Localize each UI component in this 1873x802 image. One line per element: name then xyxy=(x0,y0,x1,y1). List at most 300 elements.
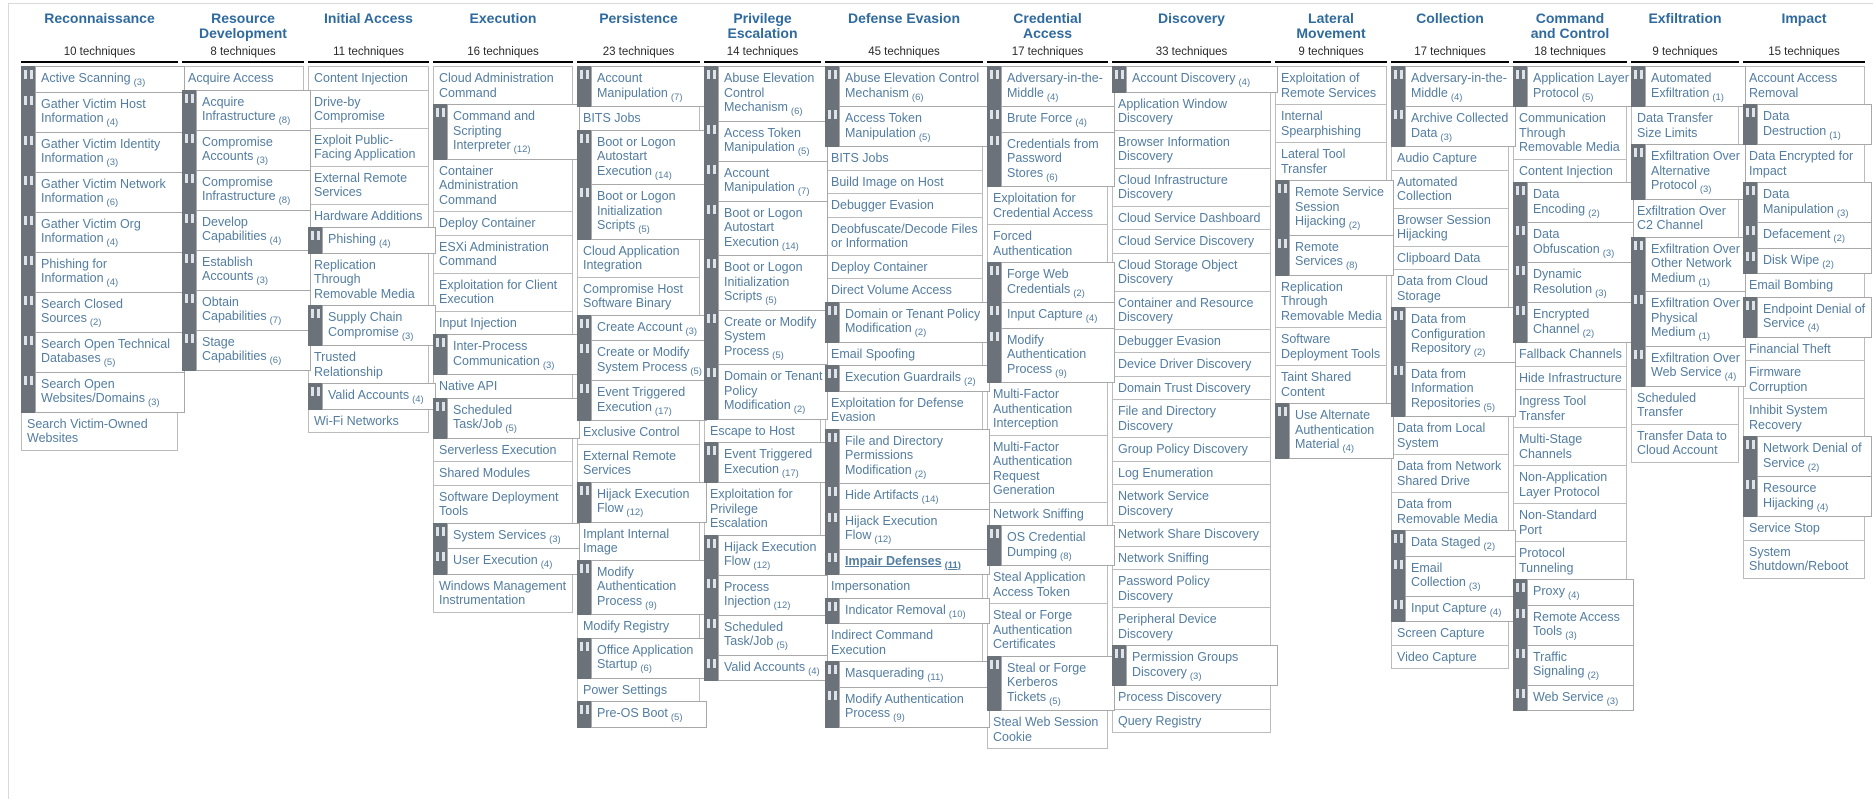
expand-subtechniques-bar[interactable] xyxy=(704,66,718,122)
expand-subtechniques-bar[interactable] xyxy=(704,535,718,576)
technique-cell[interactable] xyxy=(1513,366,1627,391)
technique-cell-body[interactable] xyxy=(1405,556,1516,597)
expand-subtechniques-bar[interactable] xyxy=(1513,222,1527,263)
expand-subtechniques-bar[interactable] xyxy=(1743,182,1757,223)
technique-cell[interactable] xyxy=(577,315,707,342)
technique-label[interactable]: Establish Accounts xyxy=(202,254,254,283)
technique-label[interactable]: Cloud Storage Object Discovery xyxy=(1118,257,1238,286)
expand-subtechniques-bar[interactable] xyxy=(1513,302,1527,343)
technique-cell-body[interactable] xyxy=(196,210,311,251)
technique-cell[interactable] xyxy=(308,204,429,229)
expand-subtechniques-bar[interactable] xyxy=(825,66,839,107)
technique-cell-body[interactable] xyxy=(35,252,185,293)
technique-label[interactable]: Network Sniffing xyxy=(1118,550,1209,565)
expand-subtechniques-bar[interactable] xyxy=(1513,685,1527,712)
technique-cell-body[interactable] xyxy=(591,701,707,728)
technique-cell[interactable] xyxy=(1112,291,1271,330)
expand-subtechniques-bar[interactable] xyxy=(825,429,839,485)
technique-label[interactable]: Domain Trust Discovery xyxy=(1118,380,1251,395)
technique-cell[interactable] xyxy=(987,328,1115,384)
technique-cell[interactable] xyxy=(21,372,185,413)
technique-label[interactable]: Data from Information Repositories xyxy=(1411,366,1481,410)
technique-cell-body[interactable] xyxy=(1527,262,1634,303)
technique-cell[interactable] xyxy=(1275,66,1387,105)
technique-label[interactable]: Impair Defenses xyxy=(845,553,942,568)
technique-label[interactable]: Remote Access Tools xyxy=(1533,609,1620,638)
technique-cell[interactable] xyxy=(1391,556,1516,597)
technique-cell[interactable] xyxy=(704,535,828,576)
technique-cell[interactable] xyxy=(1743,144,1865,183)
technique-label[interactable]: Password Policy Discovery xyxy=(1118,574,1210,603)
technique-cell[interactable] xyxy=(182,210,311,251)
technique-cell[interactable] xyxy=(1513,222,1634,263)
technique-label[interactable]: Steal Web Session Cookie xyxy=(993,715,1099,744)
technique-cell[interactable] xyxy=(1513,106,1627,160)
expand-subtechniques-bar[interactable] xyxy=(704,364,718,420)
technique-cell[interactable] xyxy=(577,678,700,703)
technique-label[interactable]: Exfiltration Over Physical Medium xyxy=(1651,296,1740,339)
technique-cell[interactable] xyxy=(987,525,1115,566)
technique-cell-body[interactable] xyxy=(718,364,828,420)
technique-label[interactable]: Debugger Evasion xyxy=(1118,333,1221,348)
expand-subtechniques-bar[interactable] xyxy=(577,340,591,381)
technique-cell[interactable] xyxy=(1513,465,1627,504)
technique-cell[interactable] xyxy=(1275,235,1394,276)
technique-cell[interactable] xyxy=(433,273,573,312)
technique-label[interactable]: Phishing xyxy=(328,232,376,246)
technique-cell-body[interactable] xyxy=(1001,132,1115,188)
expand-subtechniques-bar[interactable] xyxy=(704,310,718,366)
tactic-name[interactable]: Reconnaissance xyxy=(44,10,155,26)
expand-subtechniques-bar[interactable] xyxy=(1513,605,1527,646)
technique-label[interactable]: Endpoint Denial of Service xyxy=(1763,301,1866,330)
technique-label[interactable]: Screen Capture xyxy=(1397,626,1485,640)
technique-cell[interactable] xyxy=(1513,685,1634,712)
technique-cell[interactable] xyxy=(1391,454,1509,493)
technique-cell[interactable] xyxy=(825,278,983,303)
technique-cell[interactable] xyxy=(577,106,700,131)
technique-label[interactable]: Wi-Fi Networks xyxy=(314,413,399,428)
technique-cell[interactable] xyxy=(1112,206,1271,231)
technique-label[interactable]: Boot or Logon Initialization Scripts xyxy=(597,189,676,232)
expand-subtechniques-bar[interactable] xyxy=(1391,556,1405,597)
expand-subtechniques-bar[interactable] xyxy=(577,638,591,679)
technique-cell[interactable] xyxy=(1513,503,1627,542)
technique-cell-body[interactable] xyxy=(1289,235,1394,276)
expand-subtechniques-bar[interactable] xyxy=(987,525,1001,566)
technique-label[interactable]: Steal Application Access Token xyxy=(993,570,1086,599)
expand-subtechniques-bar[interactable] xyxy=(704,201,718,257)
technique-label[interactable]: Windows Management Instrumentation xyxy=(439,578,567,607)
technique-label[interactable]: Inter-Process Communication xyxy=(453,339,540,368)
technique-cell-body[interactable] xyxy=(1527,222,1634,263)
technique-label[interactable]: Fallback Channels xyxy=(1519,347,1622,361)
technique-label[interactable]: Use Alternate Authentication Material xyxy=(1295,408,1375,451)
technique-label[interactable]: Application Layer Protocol xyxy=(1533,71,1629,100)
technique-label[interactable]: Scheduled Task/Job xyxy=(724,619,784,648)
technique-cell-body[interactable] xyxy=(196,170,311,211)
technique-cell[interactable] xyxy=(1391,307,1516,363)
expand-subtechniques-bar[interactable] xyxy=(1631,291,1645,347)
technique-cell-body[interactable] xyxy=(1126,645,1278,686)
technique-cell[interactable] xyxy=(1391,170,1509,209)
technique-cell[interactable] xyxy=(825,509,990,550)
technique-label[interactable]: Software Deployment Tools xyxy=(439,489,559,518)
technique-cell[interactable] xyxy=(433,485,573,524)
technique-cell[interactable] xyxy=(433,159,573,213)
technique-label[interactable]: File and Directory Discovery xyxy=(1118,404,1216,433)
technique-label[interactable]: Process Discovery xyxy=(1118,690,1222,704)
technique-label[interactable]: Non-Standard Port xyxy=(1519,508,1597,537)
technique-cell-body[interactable] xyxy=(1289,403,1394,459)
expand-subtechniques-bar[interactable] xyxy=(1631,237,1645,293)
technique-cell[interactable] xyxy=(1513,605,1634,646)
expand-subtechniques-bar[interactable] xyxy=(577,482,591,523)
technique-cell[interactable] xyxy=(987,66,1115,107)
expand-subtechniques-bar[interactable] xyxy=(21,252,35,293)
technique-cell[interactable] xyxy=(704,615,828,656)
technique-cell-body[interactable] xyxy=(322,383,436,410)
technique-label[interactable]: Hijack Execution Flow xyxy=(845,513,938,542)
technique-cell[interactable] xyxy=(704,482,821,536)
technique-label[interactable]: Transfer Data to Cloud Account xyxy=(1637,428,1727,457)
technique-label[interactable]: Exploit Public-Facing Application xyxy=(314,132,416,161)
expand-subtechniques-bar[interactable] xyxy=(704,575,718,616)
technique-label[interactable]: Boot or Logon Autostart Execution xyxy=(724,205,803,249)
technique-cell[interactable] xyxy=(577,66,707,107)
expand-subtechniques-bar[interactable] xyxy=(825,509,839,550)
technique-cell-body[interactable] xyxy=(1001,66,1115,107)
technique-cell-body[interactable] xyxy=(1527,645,1634,686)
technique-label[interactable]: Domain or Tenant Policy Modification xyxy=(724,369,823,412)
technique-cell[interactable] xyxy=(1275,327,1387,366)
technique-label[interactable]: Search Open Websites/Domains xyxy=(41,376,145,405)
expand-subtechniques-bar[interactable] xyxy=(825,661,839,688)
technique-label[interactable]: System Shutdown/Reboot xyxy=(1749,544,1849,573)
technique-label[interactable]: Native API xyxy=(439,379,498,393)
technique-label[interactable]: Direct Volume Access xyxy=(831,283,952,297)
technique-cell[interactable] xyxy=(825,687,990,728)
technique-label[interactable]: Multi-Factor Authentication Interception xyxy=(993,387,1073,430)
technique-cell[interactable] xyxy=(182,330,311,371)
technique-cell-body[interactable] xyxy=(35,212,185,253)
technique-cell[interactable] xyxy=(704,66,828,122)
expand-subtechniques-bar[interactable] xyxy=(1743,297,1757,338)
technique-label[interactable]: Data from Removable Media xyxy=(1397,497,1498,526)
technique-cell[interactable] xyxy=(433,461,573,486)
technique-cell-body[interactable] xyxy=(35,292,185,333)
technique-cell-body[interactable] xyxy=(718,575,828,616)
technique-label[interactable]: Clipboard Data xyxy=(1397,250,1481,265)
technique-cell-body[interactable] xyxy=(1527,685,1634,712)
technique-cell-body[interactable] xyxy=(196,250,311,291)
technique-label[interactable]: Resource Hijacking xyxy=(1763,481,1817,510)
technique-cell[interactable] xyxy=(1112,66,1278,93)
expand-subtechniques-bar[interactable] xyxy=(433,334,447,375)
technique-cell[interactable] xyxy=(577,130,707,186)
technique-cell[interactable] xyxy=(21,66,185,93)
technique-cell-body[interactable] xyxy=(591,315,707,342)
technique-cell[interactable] xyxy=(1631,144,1746,200)
technique-label[interactable]: Adversary-in-the-Middle xyxy=(1007,71,1103,100)
technique-label[interactable]: Gather Victim Host Information xyxy=(41,96,146,125)
technique-cell-body[interactable] xyxy=(591,380,707,421)
technique-cell[interactable] xyxy=(308,253,429,307)
technique-label[interactable]: Create Account xyxy=(597,319,683,334)
expand-subtechniques-bar[interactable] xyxy=(1391,362,1405,418)
technique-label[interactable]: Abuse Elevation Control Mechanism xyxy=(845,71,980,100)
expand-subtechniques-bar[interactable] xyxy=(21,212,35,253)
technique-label[interactable]: Multi-Factor Authentication Request Generation xyxy=(993,439,1073,497)
technique-label[interactable]: Build Image on Host xyxy=(831,174,944,189)
technique-cell-body[interactable] xyxy=(1001,302,1115,329)
technique-label[interactable]: Automated Collection xyxy=(1397,174,1458,203)
technique-label[interactable]: Exploitation for Client Execution xyxy=(439,277,558,306)
expand-subtechniques-bar[interactable] xyxy=(182,330,196,371)
expand-subtechniques-bar[interactable] xyxy=(21,92,35,133)
expand-subtechniques-bar[interactable] xyxy=(1513,579,1527,606)
technique-label[interactable]: Input Capture xyxy=(1007,307,1083,321)
technique-cell-body[interactable] xyxy=(839,302,990,343)
technique-label[interactable]: Communication Through Removable Media xyxy=(1519,111,1620,154)
technique-label[interactable]: Compromise Host Software Binary xyxy=(583,281,684,310)
technique-label[interactable]: Data from Cloud Storage xyxy=(1397,274,1489,303)
technique-label[interactable]: Debugger Evasion xyxy=(831,198,934,212)
technique-cell[interactable] xyxy=(182,290,311,331)
expand-subtechniques-bar[interactable] xyxy=(182,210,196,251)
technique-label[interactable]: External Remote Services xyxy=(314,170,408,199)
technique-cell[interactable] xyxy=(1275,275,1387,329)
technique-label[interactable]: Cloud Application Integration xyxy=(583,243,680,272)
expand-subtechniques-bar[interactable] xyxy=(182,170,196,211)
technique-label[interactable]: BITS Jobs xyxy=(583,111,641,125)
technique-label[interactable]: Command and Scripting Interpreter xyxy=(453,109,535,152)
technique-cell[interactable] xyxy=(825,146,983,171)
technique-cell[interactable] xyxy=(1513,159,1627,184)
technique-label[interactable]: Deploy Container xyxy=(439,216,536,230)
expand-subtechniques-bar[interactable] xyxy=(704,655,718,682)
expand-subtechniques-bar[interactable] xyxy=(1391,307,1405,363)
expand-subtechniques-bar[interactable] xyxy=(1112,645,1126,686)
technique-cell-body[interactable] xyxy=(1527,302,1634,343)
expand-subtechniques-bar[interactable] xyxy=(704,442,718,483)
technique-cell-body[interactable] xyxy=(35,132,185,173)
technique-cell[interactable] xyxy=(21,252,185,293)
technique-cell[interactable] xyxy=(433,334,580,375)
technique-label[interactable]: Credentials from Password Stores xyxy=(1007,136,1099,180)
expand-subtechniques-bar[interactable] xyxy=(825,598,839,625)
technique-cell-body[interactable] xyxy=(1405,362,1516,418)
technique-cell-body[interactable] xyxy=(591,482,707,523)
technique-cell[interactable] xyxy=(182,130,311,171)
technique-cell[interactable] xyxy=(1275,142,1387,181)
expand-subtechniques-bar[interactable] xyxy=(1391,530,1405,557)
technique-label[interactable]: Peripheral Device Discovery xyxy=(1118,612,1217,641)
expand-subtechniques-bar[interactable] xyxy=(825,549,839,576)
technique-cell[interactable] xyxy=(1275,403,1394,459)
technique-cell-body[interactable] xyxy=(1527,605,1634,646)
technique-cell[interactable] xyxy=(1112,253,1271,292)
technique-cell[interactable] xyxy=(577,444,700,483)
technique-label[interactable]: Gather Victim Network Information xyxy=(41,176,166,205)
technique-cell[interactable] xyxy=(825,391,983,430)
technique-label[interactable]: Access Token Manipulation xyxy=(845,111,922,140)
technique-label[interactable]: Deploy Container xyxy=(831,259,928,274)
technique-label[interactable]: Inhibit System Recovery xyxy=(1749,403,1828,432)
tactic-name[interactable]: Impact xyxy=(1781,10,1827,26)
technique-cell[interactable] xyxy=(1513,66,1634,107)
technique-label[interactable]: Data Obfuscation xyxy=(1533,227,1600,256)
expand-subtechniques-bar[interactable] xyxy=(987,328,1001,384)
technique-cell[interactable] xyxy=(704,364,828,420)
expand-subtechniques-bar[interactable] xyxy=(1743,104,1757,145)
technique-label[interactable]: Exfiltration Over Web Service xyxy=(1651,350,1740,379)
technique-label[interactable]: Boot or Logon Initialization Scripts xyxy=(724,260,803,303)
technique-cell-body[interactable] xyxy=(1289,180,1394,236)
technique-label[interactable]: Stage Capabilities xyxy=(202,334,267,363)
technique-label[interactable]: Adversary-in-the-Middle xyxy=(1411,71,1507,100)
expand-subtechniques-bar[interactable] xyxy=(1391,106,1405,147)
technique-label[interactable]: Exploitation for Defense Evasion xyxy=(831,395,964,424)
technique-cell[interactable] xyxy=(1112,461,1271,486)
technique-label[interactable]: Exploitation for Credential Access xyxy=(993,191,1094,220)
technique-cell[interactable] xyxy=(1631,291,1746,347)
technique-label[interactable]: Video Capture xyxy=(1397,649,1477,664)
expand-subtechniques-bar[interactable] xyxy=(704,615,718,656)
technique-label[interactable]: Scheduled Transfer xyxy=(1637,390,1697,419)
technique-cell[interactable] xyxy=(704,442,828,483)
technique-cell[interactable] xyxy=(182,250,311,291)
technique-cell[interactable] xyxy=(987,565,1108,604)
technique-label[interactable]: Acquire Infrastructure xyxy=(202,94,276,123)
technique-cell[interactable] xyxy=(308,227,436,254)
technique-cell[interactable] xyxy=(1743,540,1865,579)
technique-cell[interactable] xyxy=(1743,360,1865,399)
technique-cell[interactable] xyxy=(21,92,185,133)
technique-cell[interactable] xyxy=(1743,182,1872,223)
technique-label[interactable]: Exfiltration Over C2 Channel xyxy=(1637,203,1726,232)
expand-subtechniques-bar[interactable] xyxy=(1391,596,1405,623)
technique-label[interactable]: Firmware Corruption xyxy=(1749,365,1808,394)
technique-label[interactable]: Hijack Execution Flow xyxy=(597,486,690,515)
technique-label[interactable]: ESXi Administration Command xyxy=(439,239,549,268)
expand-subtechniques-bar[interactable] xyxy=(182,130,196,171)
technique-cell-body[interactable] xyxy=(1645,144,1746,200)
technique-label[interactable]: Account Manipulation xyxy=(597,71,668,100)
expand-subtechniques-bar[interactable] xyxy=(21,292,35,333)
technique-cell[interactable] xyxy=(987,224,1108,263)
technique-cell[interactable] xyxy=(1112,168,1271,207)
technique-label[interactable]: Steal or Forge Authentication Certificates xyxy=(993,608,1073,651)
technique-label[interactable]: Gather Victim Identity Information xyxy=(41,136,161,165)
technique-label[interactable]: Indirect Command Execution xyxy=(831,628,934,657)
technique-label[interactable]: Search Closed Sources xyxy=(41,296,123,325)
technique-cell[interactable] xyxy=(987,262,1115,303)
technique-cell[interactable] xyxy=(825,429,990,485)
technique-label[interactable]: Exclusive Control xyxy=(583,425,680,439)
technique-label[interactable]: Group Policy Discovery xyxy=(1118,442,1248,456)
expand-subtechniques-bar[interactable] xyxy=(577,315,591,342)
technique-label[interactable]: Proxy xyxy=(1533,584,1565,598)
technique-cell-body[interactable] xyxy=(718,655,828,682)
technique-cell[interactable] xyxy=(1391,416,1509,455)
technique-cell[interactable] xyxy=(1275,365,1387,404)
technique-cell[interactable] xyxy=(1112,709,1271,734)
technique-cell-body[interactable] xyxy=(1001,262,1115,303)
technique-cell[interactable] xyxy=(433,66,573,105)
technique-label[interactable]: Email Bombing xyxy=(1749,278,1834,292)
technique-label[interactable]: Data Destruction xyxy=(1763,109,1827,138)
expand-subtechniques-bar[interactable] xyxy=(577,380,591,421)
technique-label[interactable]: Obtain Capabilities xyxy=(202,294,267,323)
technique-cell-body[interactable] xyxy=(1001,525,1115,566)
technique-cell-body[interactable] xyxy=(196,130,311,171)
tactic-name[interactable]: Lateral Movement xyxy=(1296,10,1366,41)
technique-cell[interactable] xyxy=(1391,362,1516,418)
expand-subtechniques-bar[interactable] xyxy=(577,130,591,186)
technique-label[interactable]: Network Denial of Service xyxy=(1763,441,1862,470)
technique-cell-body[interactable] xyxy=(839,106,990,147)
technique-cell[interactable] xyxy=(1513,182,1634,223)
tactic-name[interactable]: Execution xyxy=(469,10,537,26)
technique-cell[interactable] xyxy=(577,482,707,523)
technique-label[interactable]: Cloud Service Discovery xyxy=(1118,234,1255,248)
technique-cell[interactable] xyxy=(825,365,990,392)
technique-label[interactable]: Compromise Infrastructure xyxy=(202,174,276,203)
technique-label[interactable]: Search Open Technical Databases xyxy=(41,336,171,365)
technique-cell-body[interactable] xyxy=(35,172,185,213)
technique-label[interactable]: Device Driver Discovery xyxy=(1118,357,1252,371)
technique-cell[interactable] xyxy=(1743,398,1865,437)
technique-cell-body[interactable] xyxy=(718,66,828,122)
technique-label[interactable]: Remote Service Session Hijacking xyxy=(1295,185,1384,228)
technique-cell[interactable] xyxy=(577,522,700,561)
technique-label[interactable]: Content Injection xyxy=(1519,163,1613,178)
technique-label[interactable]: Exfiltration Over Other Network Medium xyxy=(1651,241,1740,285)
technique-label[interactable]: Search Victim-Owned Websites xyxy=(27,416,148,445)
technique-cell[interactable] xyxy=(1112,92,1271,131)
technique-cell-body[interactable] xyxy=(322,305,436,346)
technique-cell-body[interactable] xyxy=(1405,596,1516,623)
technique-cell[interactable] xyxy=(704,161,828,202)
technique-label[interactable]: Network Service Discovery xyxy=(1118,489,1209,518)
technique-cell[interactable] xyxy=(1391,208,1509,247)
technique-label[interactable]: Traffic Signaling xyxy=(1533,649,1585,678)
technique-cell-body[interactable] xyxy=(1527,579,1634,606)
expand-subtechniques-bar[interactable] xyxy=(1743,248,1757,275)
technique-label[interactable]: Data Encrypted for Impact xyxy=(1749,149,1854,178)
technique-cell[interactable] xyxy=(825,170,983,195)
technique-label[interactable]: Financial Theft xyxy=(1749,341,1831,356)
technique-cell-body[interactable] xyxy=(35,372,185,413)
technique-label[interactable]: Compromise Accounts xyxy=(202,134,273,163)
tactic-name[interactable]: Exfiltration xyxy=(1648,10,1722,26)
expand-subtechniques-bar[interactable] xyxy=(825,687,839,728)
technique-label[interactable]: OS Credential Dumping xyxy=(1007,530,1086,559)
technique-label[interactable]: Browser Session Hijacking xyxy=(1397,212,1491,241)
technique-label[interactable]: Power Settings xyxy=(583,682,668,697)
technique-label[interactable]: Modify Authentication Process xyxy=(845,691,964,720)
technique-label[interactable]: Scheduled Task/Job xyxy=(453,402,513,431)
technique-cell-body[interactable] xyxy=(718,310,828,366)
technique-label[interactable]: Browser Information Discovery xyxy=(1118,134,1230,163)
technique-cell[interactable] xyxy=(1513,427,1627,466)
technique-cell[interactable] xyxy=(825,255,983,280)
technique-cell[interactable] xyxy=(987,106,1115,133)
technique-cell[interactable] xyxy=(433,438,573,463)
tactic-name[interactable]: Discovery xyxy=(1158,10,1225,26)
expand-subtechniques-bar[interactable] xyxy=(182,90,196,131)
